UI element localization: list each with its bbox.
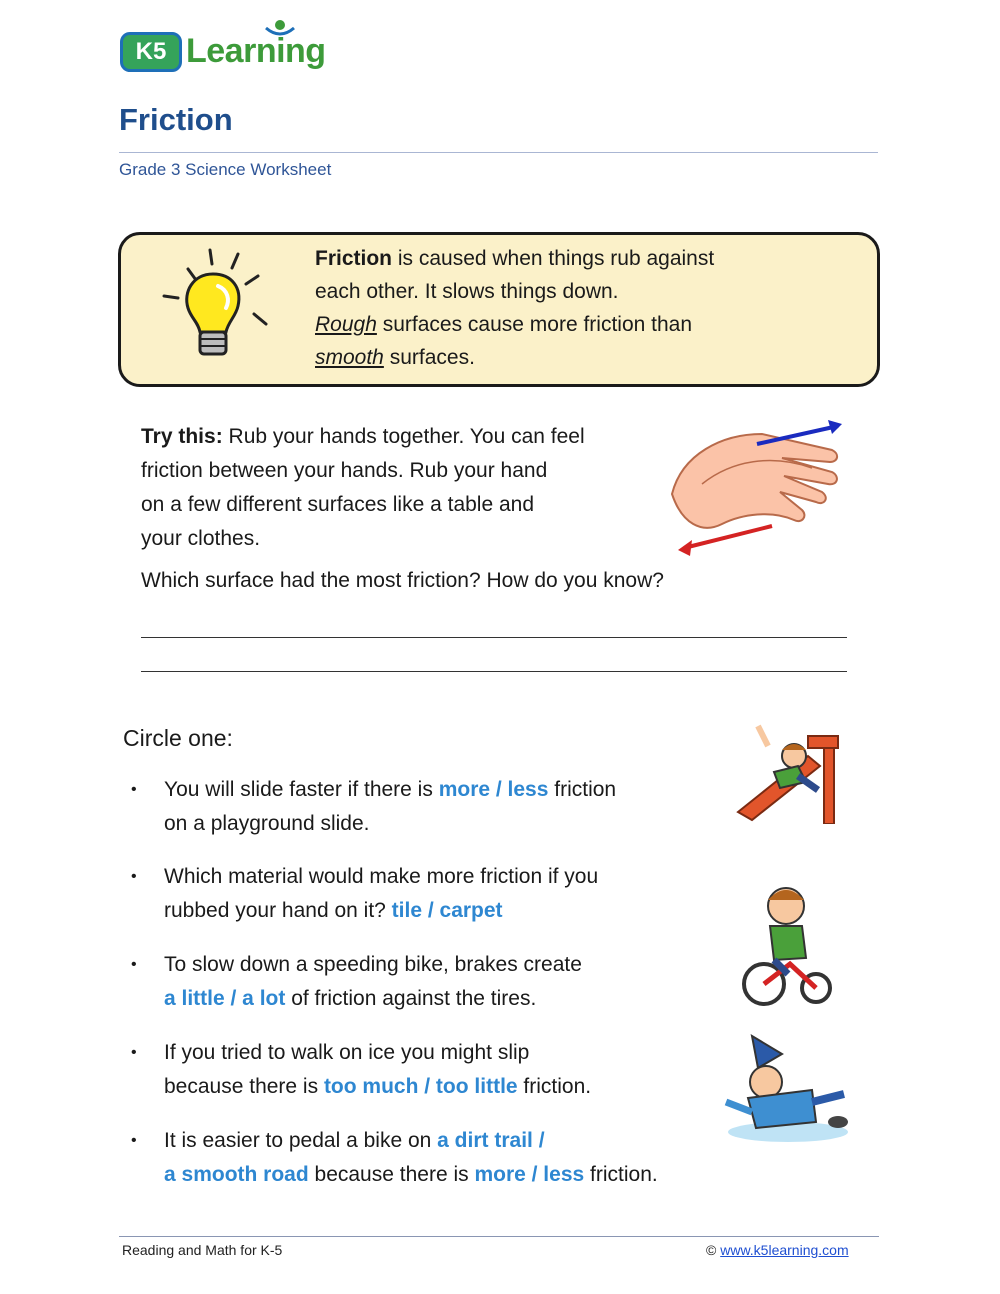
rough-term: Rough [315,313,377,336]
definition-line-3: surfaces cause more friction than [376,313,693,336]
item-text: If you tried to walk on ice you might slip [164,1041,530,1064]
try-line-4: your clothes. [141,527,261,550]
try-this-paragraph [141,420,681,556]
item-text: because there is [308,1163,475,1186]
bullet: • [131,956,137,973]
lightbulb-icon [158,244,278,372]
smooth-term: smooth [315,346,384,369]
answer-line-1[interactable] [141,637,847,638]
logo-badge: K5 [120,32,182,72]
page-subtitle: Grade 3 Science Worksheet [119,160,332,179]
question-item-3 [131,948,741,1016]
definition-line-2: each other. It slows things down. [315,280,619,303]
circle-one-heading: Circle one: [123,725,233,751]
bullet: • [131,1044,137,1061]
answer-choice-more-less[interactable]: more / less [438,778,549,801]
answer-choice-dirt-trail[interactable]: a dirt trail / [437,1129,545,1152]
footer-divider [119,1236,879,1237]
item-text: because there is [164,1075,324,1098]
copyright-symbol: © [706,1242,721,1258]
try-line-2: friction between your hands. Rub your hand [141,459,548,482]
definition-line-1: is caused when things rub against [392,247,715,270]
answer-choice-tile-carpet[interactable]: tile / carpet [391,899,503,922]
title-divider [119,152,878,153]
item-text: It is easier to pedal a bike on [164,1129,438,1152]
question-item-1 [131,773,741,841]
bullet: • [131,1132,137,1149]
k5-learning-logo [120,18,340,80]
item-text: You will slide faster if there is [164,778,439,801]
logo-word: Learning [186,32,326,70]
bullet: • [131,781,137,798]
bike-kid-image [738,880,834,1008]
answer-choice-smooth-road[interactable]: a smooth road [164,1163,309,1186]
answer-choice-much-little[interactable]: too much / too little [323,1075,518,1098]
answer-choice-more-less-2[interactable]: more / less [474,1163,585,1186]
website-link[interactable]: www.k5learning.com [720,1242,849,1258]
try-line-1: Rub your hands together. You can feel [222,425,585,448]
answer-line-2[interactable] [141,671,847,672]
question-item-5 [131,1124,741,1192]
page-title: Friction [119,102,233,137]
question-text: Which surface had the most friction? How do you know? [141,569,664,592]
logo-figure-icon [260,18,300,40]
item-text: Which material would make more friction if you [164,865,599,888]
item-text: on a playground slide. [164,812,370,835]
question-item-2 [131,860,741,928]
item-text: friction. [584,1163,658,1186]
footer-copyright [706,1242,849,1258]
item-text: of friction against the tires. [285,987,537,1010]
try-this-label: Try this: [141,425,223,448]
bullet: • [131,868,137,885]
footer-tagline: Reading and Math for K-5 [122,1242,283,1258]
question-item-4 [131,1036,741,1104]
definition-line-4: surfaces. [383,346,475,369]
item-text: friction. [517,1075,592,1098]
item-text: friction [548,778,617,801]
item-text: rubbed your hand on it? [164,899,392,922]
rubbing-hands-image [662,414,852,564]
answer-choice-little-lot[interactable]: a little / a lot [164,987,286,1010]
ice-slip-kid-image [712,1032,854,1148]
try-line-3: on a few different surfaces like a table and [141,493,535,516]
friction-term: Friction [315,247,392,270]
item-text: To slow down a speeding bike, brakes create [164,953,582,976]
slide-kid-image [728,716,850,824]
definition-text [315,242,835,374]
